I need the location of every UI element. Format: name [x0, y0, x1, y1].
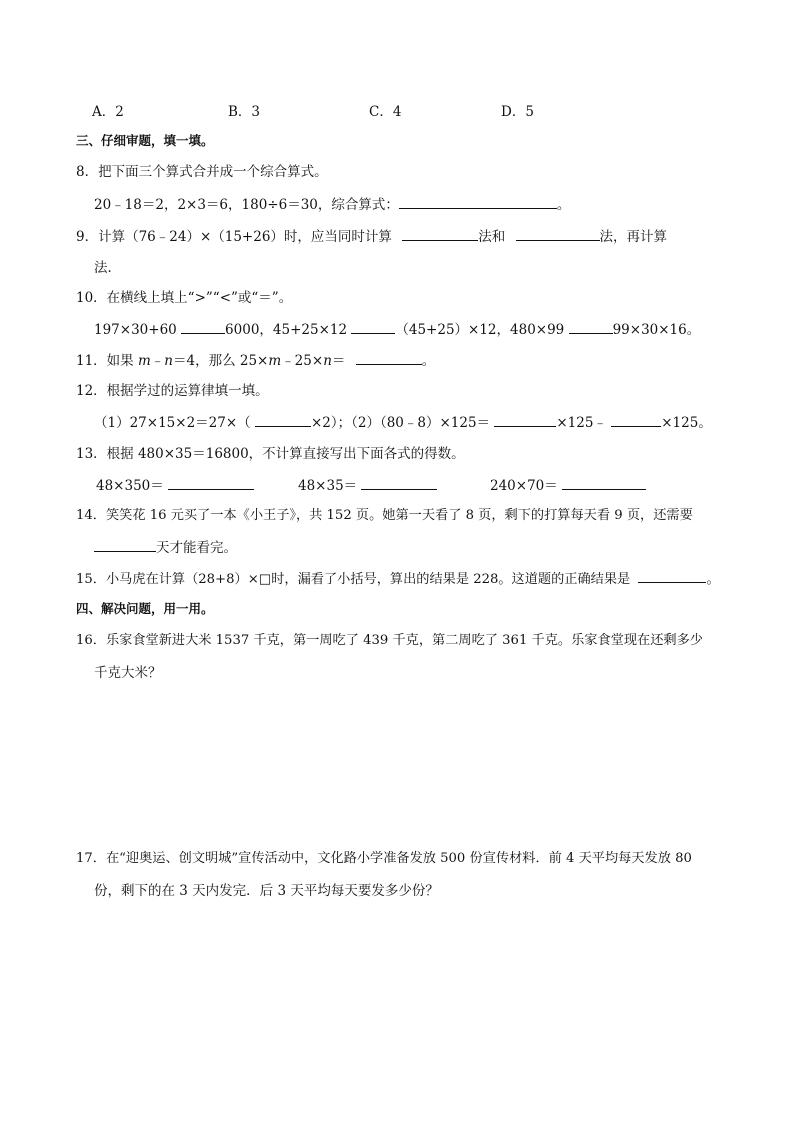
option-a: A．2 [92, 104, 124, 120]
q9-text-b: 法和 [478, 229, 506, 245]
q9-text-d: 法． [94, 260, 121, 276]
q11-text-a: 11．如果 [76, 353, 134, 369]
q10-part-4: 99×30×16。 [612, 322, 701, 338]
q14-line2 [94, 537, 237, 558]
q15-answer-blank[interactable] [638, 568, 706, 583]
q9-text-c: 法，再计算 [599, 229, 668, 245]
q11-text-b: ﹣ [150, 353, 165, 369]
q13-expr-1 [96, 475, 254, 496]
q10-blank-2[interactable] [351, 319, 395, 334]
q13-blank-1[interactable] [168, 475, 254, 490]
q12-text-c: ×125﹣ [556, 415, 607, 431]
q8-text: 20﹣18＝2，2×3＝6，180÷6＝30，综合算式： [94, 197, 399, 213]
q8-stem: 8．把下面三个算式合并成一个综合算式。 [76, 164, 328, 180]
option-d: D．5 [501, 104, 534, 120]
section-4-heading: 四、解决问题，用一用。 [76, 601, 214, 616]
q10-part-1: 197×30+60 [94, 322, 177, 338]
q13-expr-2-text: 48×35＝ [298, 478, 358, 494]
q10-blank-1[interactable] [181, 319, 225, 334]
q11-var-m: m [137, 353, 151, 369]
q13-blank-2[interactable] [361, 475, 437, 490]
q12-blank-1[interactable] [255, 412, 311, 427]
q10-line [94, 319, 700, 340]
q11-var-m-2: m [268, 353, 282, 369]
q16-line2: 千克大米？ [94, 665, 162, 681]
q17-line1: 17．在“迎奥运、创文明城”宣传活动中，文化路小学准备发放 500 份宣传材料．前 4 天平均每天发放 80 [76, 851, 692, 866]
q12-text-d: ×125。 [661, 415, 712, 431]
q13-expr-3-text: 240×70＝ [490, 478, 558, 494]
q16-line1: 16．乐家食堂新进大米 1537 千克，第一周吃了 439 千克，第二周吃了 361 千克。乐家食堂现在还剩多少 [76, 633, 703, 648]
q15-text: 15．小马虎在计算（28+8）×□时，漏看了小括号，算出的结果是 228。这道题的正确结果是 [76, 572, 631, 587]
option-b: B．3 [228, 104, 261, 120]
q10-part-3: （45+25）×12，480×99 [395, 322, 565, 338]
q11-text-d: ﹣25× [281, 353, 324, 369]
q12-text-b: ×2）；（2）（80﹣8）×125＝ [310, 415, 491, 431]
q11-line [76, 350, 435, 371]
q15-end: 。 [706, 572, 720, 587]
q13-expr-2 [298, 475, 437, 496]
q10-stem: 10．在横线上填上“>”“<”或“＝”。 [76, 290, 293, 306]
q11-text-c: ＝4，那么 25× [173, 353, 269, 369]
q15-line [76, 568, 720, 590]
q12-text-a: （1）27×15×2＝27×（ [94, 415, 251, 431]
q11-var-n-2: n [323, 353, 332, 369]
q17-line2: 份，剩下的在 3 天内发完．后 3 天平均每天要发多少份？ [94, 883, 439, 899]
q12-stem: 12．根据学过的运算律填一填。 [76, 383, 269, 399]
q13-expr-3 [490, 475, 646, 496]
q11-text-e: ＝ [331, 353, 346, 369]
q8-answer-blank[interactable] [399, 194, 557, 209]
q14-text-b: 天才能看完。 [156, 540, 237, 556]
q9-text-a: 9．计算（76﹣24）×（15+26）时，应当同时计算 [76, 229, 392, 245]
q10-blank-3[interactable] [569, 319, 613, 334]
q9-blank-1[interactable] [402, 226, 478, 241]
q11-var-n: n [164, 353, 173, 369]
q12-blank-2[interactable] [494, 412, 556, 427]
q12-line [94, 412, 712, 433]
q13-stem: 13．根据 480×35＝16800，不计算直接写出下面各式的得数。 [76, 446, 465, 462]
q9-blank-2[interactable] [516, 226, 600, 241]
section-3-heading: 三、仔细审题，填一填。 [76, 133, 214, 148]
q8-line [94, 194, 570, 215]
option-c: C．4 [369, 104, 402, 120]
q10-part-2: 6000，45+25×12 [225, 322, 348, 338]
q14-answer-blank[interactable] [94, 537, 156, 552]
q13-expr-1-text: 48×350＝ [96, 478, 164, 494]
q11-end: 。 [421, 353, 436, 369]
q14-line1: 14．笑笑花 16 元买了一本《小王子》，共 152 页。她第一天看了 8 页，剩下的打算每天看 9 页，还需要 [76, 508, 693, 523]
q11-answer-blank[interactable] [356, 350, 422, 365]
q8-end: 。 [556, 197, 571, 213]
q9-line1 [76, 226, 667, 247]
q13-blank-3[interactable] [562, 475, 646, 490]
q12-blank-3[interactable] [611, 412, 661, 427]
